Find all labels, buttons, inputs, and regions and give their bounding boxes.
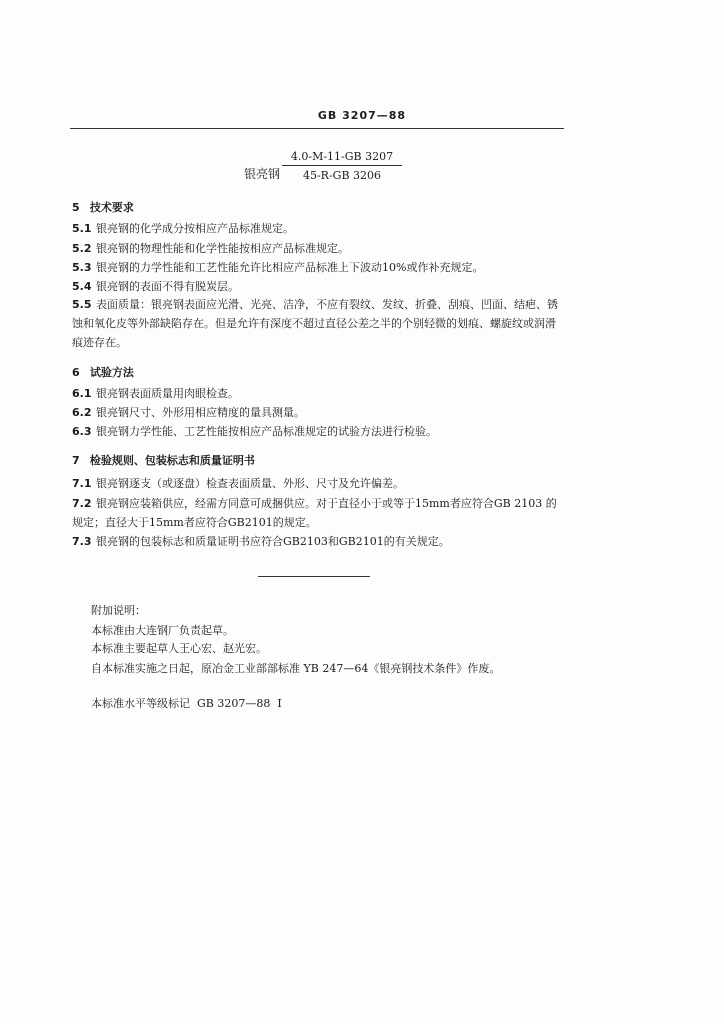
clause-number: 7.1 — [72, 477, 92, 490]
fraction-bar — [282, 165, 402, 166]
section-title: 检验规则、包装标志和质量证明书 — [89, 454, 255, 467]
clause-number: 6.2 — [72, 406, 92, 419]
section-5-heading — [72, 199, 562, 215]
clause-number: 7.2 — [72, 497, 92, 510]
clause-number: 6.1 — [72, 387, 92, 400]
clause-text: 银亮钢的化学成分按相应产品标准规定。 — [96, 222, 294, 235]
page-header: GB 3207—88 — [317, 109, 407, 122]
clause-text: 银亮钢应装箱供应，经需方同意可成捆供应。对于直径小于或等于15mm者应符合GB 2103 的 — [96, 497, 557, 510]
clause-text: 银亮钢的包装标志和质量证明书应符合GB2103和GB2101的有关规定。 — [96, 535, 450, 548]
end-rule — [258, 576, 370, 577]
note-authors: 本标准主要起草人王心宏、赵光宏。 — [91, 642, 267, 655]
clause-5-5 — [72, 297, 562, 351]
clause-6-2 — [72, 405, 562, 421]
section-7-heading — [72, 452, 562, 468]
clause-number: 5.5 — [72, 298, 92, 311]
clause-text: 银亮钢的力学性能和工艺性能允许比相应产品标准上下波动10%或作补充规定。 — [96, 261, 484, 274]
clause-text: 痕迹存在。 — [72, 336, 127, 349]
clause-text: 银亮钢的表面不得有脱炭层。 — [96, 280, 239, 293]
clause-text: 银亮钢表面质量用肉眼检查。 — [96, 387, 239, 400]
clause-text: 表面质量：银亮钢表面应光滑、光亮、洁净，不应有裂纹、发纹、折叠、刮痕、凹面、结疤、锈 — [96, 298, 558, 311]
clause-5-3 — [72, 260, 562, 276]
section-number: 7 — [72, 454, 80, 467]
clause-text: 规定；直径大于15mm者应符合GB2101的规定。 — [72, 516, 317, 529]
section-title: 试验方法 — [89, 366, 134, 379]
note-superseded: 自本标准实施之日起，原冶金工业部部标准 YB 247—64《银亮钢技术条件》作废。 — [91, 662, 501, 675]
clause-text: 银亮钢的物理性能和化学性能按相应产品标准规定。 — [96, 242, 349, 255]
clause-text: 银亮钢尺寸、外形用相应精度的量具测量。 — [96, 406, 305, 419]
section-number: 5 — [72, 201, 80, 214]
clause-7-2 — [72, 496, 562, 531]
clause-7-1 — [72, 476, 562, 492]
clause-number: 5.3 — [72, 261, 92, 274]
clause-number: 7.3 — [72, 535, 92, 548]
clause-5-1 — [72, 221, 562, 237]
note-drafter: 本标准由大连钢厂负责起草。 — [91, 624, 234, 637]
clause-number: 5.1 — [72, 222, 92, 235]
clause-number: 5.2 — [72, 242, 92, 255]
clause-text: 蚀和氧化皮等外部缺陷存在。但是允许有深度不超过直径公差之半的个别轻微的划痕、螺旋纹或润滑 — [72, 317, 556, 330]
clause-text: 银亮钢逐支（或逐盘）检查表面质量、外形、尺寸及允许偏差。 — [96, 477, 404, 490]
section-6-heading — [72, 364, 562, 380]
clause-5-2 — [72, 241, 562, 257]
clause-text: 银亮钢力学性能、工艺性能按相应产品标准规定的试验方法进行检验。 — [96, 425, 437, 438]
clause-number: 6.3 — [72, 425, 92, 438]
notes-title: 附加说明： — [91, 604, 146, 617]
clause-number: 5.4 — [72, 280, 92, 293]
section-title: 技术要求 — [89, 201, 134, 214]
section-number: 6 — [72, 366, 80, 379]
formula-fraction — [282, 150, 402, 182]
header-rule — [70, 128, 564, 129]
clause-6-3 — [72, 424, 562, 440]
note-level-mark: 本标准水平等级标记 GB 3207—88 I — [91, 697, 282, 710]
clause-5-4 — [72, 279, 562, 295]
formula-label: 银亮钢 — [244, 167, 281, 181]
formula-denominator: 45-R-GB 3206 — [302, 169, 382, 182]
formula-numerator: 4.0-M-11-GB 3207 — [290, 150, 394, 163]
clause-7-3 — [72, 534, 562, 550]
clause-6-1 — [72, 386, 562, 402]
